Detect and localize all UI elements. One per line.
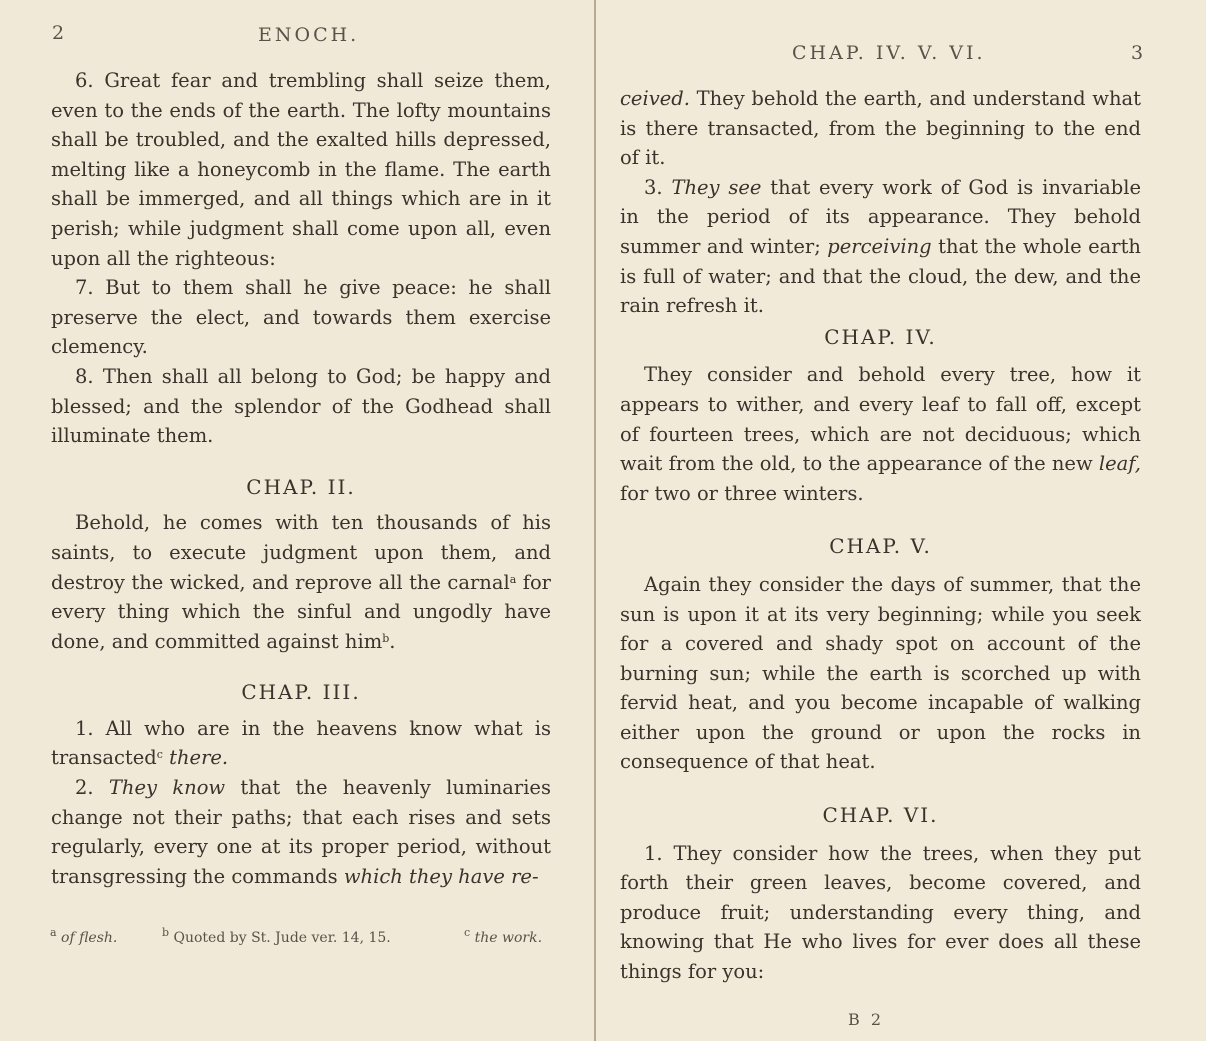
c3v2-num: 2. (75, 776, 109, 800)
right-page (596, 0, 1206, 1041)
chap-3-heading: CHAP. III. (241, 680, 361, 705)
v3-italic-2: perceiving (827, 234, 932, 258)
chap-2-heading: CHAP. II. (246, 474, 356, 499)
footnote-c-text: the work. (474, 930, 543, 946)
c3v2-italic-1: They know (108, 776, 226, 800)
v3-num: 3. (644, 175, 672, 199)
verse-3 (620, 173, 1141, 321)
footnote-a-text: of flesh. (61, 930, 118, 946)
left-page (0, 0, 595, 1041)
footnote-ref-a: a (509, 572, 517, 586)
chap-2-text-b: for every thing which the sinful and ungodly have done, and committed against him (51, 570, 552, 653)
verse-6: 6. Great fear and trembling shall seize them, even to the ends of the earth. The lofty mountains shall be troubled, and the exalted hills depressed, melting like a honeycomb in the flame. The earth shall be immerged, and all things which are in it perish; while judgment shall come upon all, even upon all the righteous: (51, 69, 551, 270)
c3v2-text: that the heavenly luminaries change not their paths; that each rises and sets regularly, every one at its proper period, without transgressing the commands (51, 776, 551, 888)
c3v1-italic: there. (169, 746, 229, 770)
chap-2-text-a: Behold, he comes with ten thousands of his saints, to execute judgment upon them, and destroy the wicked, and reprove all the carnal (51, 511, 551, 594)
chap-5-text: Again they consider the days of summer, that the sun is upon it at its very beginning; while you seek for a covered and shady spot on account of the burning sun; while the earth is scorched up with fervid heat, and you become incapable of walking either upon the ground or upon the rocks in consequence of that heat. (620, 572, 1141, 774)
chap-3-verse-2 (51, 773, 551, 891)
v3-text-1: that every work of God is invariable in the period of its appearance. They behold summer and winter; (620, 175, 1141, 258)
footnote-c (464, 926, 543, 946)
footnote-c-mark: c (464, 926, 471, 939)
footnote-a-mark: a (50, 926, 57, 939)
chap-4-end: for two or three winters. (620, 481, 864, 505)
footnote-b-text: Quoted by St. Jude ver. 14, 15. (173, 930, 391, 946)
continued-text: They behold the earth, and understand what is there transacted, from the beginning to the end of it. (620, 87, 1141, 170)
chap-5-heading: CHAP. V. (829, 534, 932, 559)
left-running-head: ENOCH. (258, 24, 360, 46)
chap-4-body: They consider and behold every tree, how it appears to wither, and every leaf to fall off, except of fourteen trees, which are not deciduous; which wait from the old, to the appearance of the new (620, 363, 1141, 476)
footnote-b-mark: b (162, 926, 170, 939)
left-page-number: 2 (52, 22, 65, 44)
continued-italic: ceived. (620, 87, 690, 110)
v3-italic-1: They see (671, 175, 762, 199)
chap-2-text-c: . (389, 629, 396, 653)
chap-4-heading: CHAP. IV. (824, 324, 937, 349)
right-page-number: 3 (1131, 42, 1144, 64)
footnote-a (50, 926, 118, 946)
right-running-head: CHAP. IV. V. VI. (792, 42, 986, 64)
footnote-b (162, 926, 391, 946)
chap-4-italic: leaf, (1098, 452, 1141, 476)
left-body (51, 66, 551, 891)
c3v1-text: 1. All who are in the heavens know what is transacted (51, 716, 551, 770)
chap-6-heading: CHAP. VI. (822, 803, 939, 828)
continued-verse (620, 84, 1141, 173)
chap-6-text: 1. They consider how the trees, when they put forth their green leaves, become covered, and produce fruit; understanding every thing, and knowing that He who lives for ever does all these things for you: (620, 841, 1141, 984)
c3v2-italic-2: which they have re- (343, 864, 539, 888)
chap-2-text (51, 508, 551, 656)
footnote-ref-b: b (382, 631, 390, 645)
footnote-ref-c: c (156, 748, 163, 762)
v3-text-2: that the whole earth is full of water; and that the cloud, the dew, and the rain refresh it. (620, 234, 1141, 318)
chap-3-verse-1 (51, 714, 551, 773)
verse-7: 7. But to them shall he give peace: he shall preserve the elect, and towards them exercise clemency. (51, 276, 551, 359)
chap-4-text (620, 360, 1141, 508)
verse-8: 8. Then shall all belong to God; be happy and blessed; and the splendor of the Godhead shall illuminate them. (51, 364, 551, 448)
right-body (620, 84, 1141, 987)
signature-mark: B 2 (848, 1010, 885, 1029)
